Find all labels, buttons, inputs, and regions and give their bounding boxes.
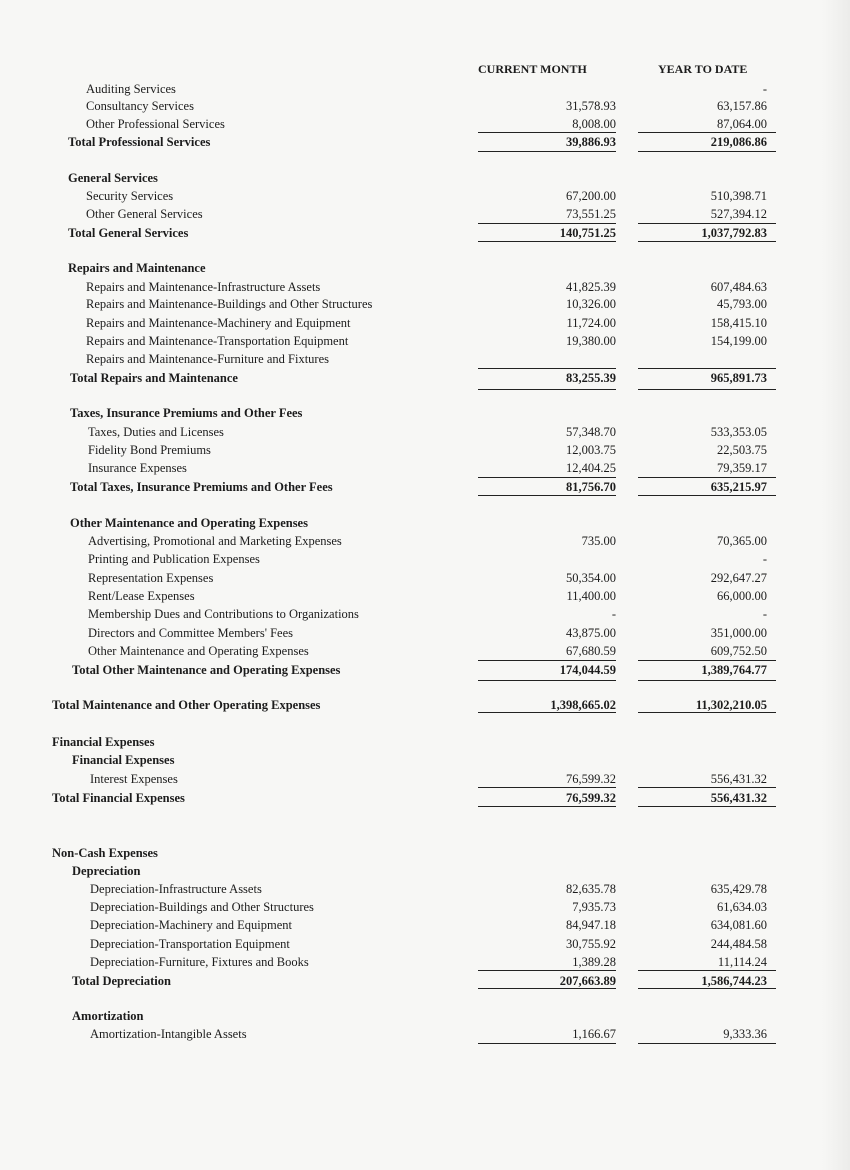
year-to-date-value: 22,503.75	[717, 443, 767, 457]
total-rule-line	[478, 241, 616, 242]
current-month-value: 1,398,665.02	[550, 698, 616, 712]
row-label: Repairs and Maintenance-Furniture and Fixtures	[86, 352, 329, 366]
row-heading-label: Total Taxes, Insurance Premiums and Other Fees	[70, 480, 333, 494]
row-heading-label: Financial Expenses	[52, 735, 155, 749]
total-rule-line	[478, 151, 616, 152]
current-month-value: 7,935.73	[572, 900, 616, 914]
total-rule-line	[478, 1043, 616, 1044]
year-to-date-value: 154,199.00	[710, 334, 767, 348]
current-month-value: 12,003.75	[566, 443, 616, 457]
total-rule-line	[638, 660, 776, 661]
row-heading-label: Amortization	[72, 1009, 144, 1023]
year-to-date-value: 244,484.58	[710, 937, 767, 951]
year-to-date-value: 11,114.24	[717, 955, 767, 969]
total-rule-line	[638, 988, 776, 989]
current-month-value: 1,166.67	[572, 1027, 616, 1041]
year-to-date-value: -	[762, 82, 767, 96]
total-rule-line	[478, 389, 616, 390]
total-rule-line	[478, 368, 616, 369]
year-to-date-value: 63,157.86	[717, 99, 767, 113]
row-heading-label: Depreciation	[72, 864, 141, 878]
total-rule-line	[478, 223, 616, 224]
current-month-value: 84,947.18	[566, 918, 616, 932]
current-month-value: -	[611, 607, 616, 621]
total-rule-line	[478, 970, 616, 971]
year-to-date-value: 1,037,792.83	[701, 226, 767, 240]
row-label: Repairs and Maintenance-Infrastructure Assets	[86, 280, 321, 294]
current-month-value: 140,751.25	[559, 226, 616, 240]
year-to-date-value: 87,064.00	[717, 117, 767, 131]
year-to-date-value: 634,081.60	[710, 918, 767, 932]
year-to-date-value: 965,891.73	[710, 371, 767, 385]
row-label: Repairs and Maintenance-Buildings and Other Structures	[86, 297, 373, 311]
current-month-value: 1,389.28	[572, 955, 616, 969]
year-to-date-value: 527,394.12	[710, 207, 767, 221]
row-label: Other Professional Services	[86, 117, 225, 131]
row-label: Security Services	[86, 189, 174, 203]
year-to-date-value: 79,359.17	[717, 461, 767, 475]
year-to-date-value: 510,398.71	[710, 189, 767, 203]
total-rule-line	[638, 223, 776, 224]
row-label: Depreciation-Machinery and Equipment	[90, 918, 293, 932]
total-rule-line	[478, 806, 616, 807]
row-label: Depreciation-Transportation Equipment	[90, 937, 290, 951]
year-to-date-value: 45,793.00	[717, 297, 767, 311]
total-rule-line	[638, 151, 776, 152]
current-month-value: 67,200.00	[566, 189, 616, 203]
year-to-date-value: 1,586,744.23	[701, 974, 767, 988]
total-rule-line	[638, 495, 776, 496]
row-heading-label: Total Professional Services	[68, 135, 211, 149]
row-label: Amortization-Intangible Assets	[90, 1027, 247, 1041]
total-rule-line	[478, 712, 616, 713]
year-to-date-value: 609,752.50	[710, 644, 767, 658]
total-rule-line	[638, 1043, 776, 1044]
current-month-value: 30,755.92	[566, 937, 616, 951]
row-label: Insurance Expenses	[88, 461, 187, 475]
current-month-value: 83,255.39	[566, 371, 616, 385]
current-month-value: 10,326.00	[566, 297, 616, 311]
year-to-date-value: 556,431.32	[710, 791, 767, 805]
row-label: Depreciation-Buildings and Other Structures	[90, 900, 314, 914]
total-rule-line	[478, 660, 616, 661]
current-month-value: 76,599.32	[566, 791, 616, 805]
row-label: Fidelity Bond Premiums	[88, 443, 211, 457]
row-label: Repairs and Maintenance-Transportation Equipment	[86, 334, 349, 348]
current-month-value: 19,380.00	[566, 334, 616, 348]
year-to-date-value: 607,484.63	[710, 280, 767, 294]
current-month-value: 73,551.25	[566, 207, 616, 221]
current-month-value: 43,875.00	[566, 626, 616, 640]
current-month-value: 735.00	[581, 534, 616, 548]
header-year-to-date: YEAR TO DATE	[658, 62, 748, 76]
row-label: Depreciation-Infrastructure Assets	[90, 882, 262, 896]
total-rule-line	[638, 680, 776, 681]
year-to-date-value: 1,389,764.77	[701, 663, 767, 677]
row-label: Depreciation-Furniture, Fixtures and Books	[90, 955, 309, 969]
current-month-value: 12,404.25	[566, 461, 616, 475]
total-rule-line	[638, 241, 776, 242]
total-rule-line	[638, 368, 776, 369]
row-heading-label: Taxes, Insurance Premiums and Other Fees	[70, 406, 303, 420]
current-month-value: 67,680.59	[566, 644, 616, 658]
row-heading-label: Total Other Maintenance and Operating Expenses	[72, 663, 341, 677]
year-to-date-value: 219,086.86	[710, 135, 767, 149]
row-heading-label: Total Repairs and Maintenance	[70, 371, 238, 385]
current-month-value: 82,635.78	[566, 882, 616, 896]
total-rule-line	[478, 495, 616, 496]
row-label: Repairs and Maintenance-Machinery and Equipment	[86, 316, 351, 330]
year-to-date-value: 635,215.97	[710, 480, 767, 494]
current-month-value: 39,886.93	[566, 135, 616, 149]
year-to-date-value: 556,431.32	[710, 772, 767, 786]
current-month-value: 50,354.00	[566, 571, 616, 585]
row-heading-label: Non-Cash Expenses	[52, 846, 158, 860]
current-month-value: 76,599.32	[566, 772, 616, 786]
current-month-value: 41,825.39	[566, 280, 616, 294]
total-rule-line	[638, 806, 776, 807]
year-to-date-value: 351,000.00	[710, 626, 767, 640]
total-rule-line	[478, 680, 616, 681]
total-rule-line	[638, 712, 776, 713]
row-label: Other General Services	[86, 207, 203, 221]
current-month-value: 57,348.70	[566, 425, 616, 439]
year-to-date-value: 9,333.36	[723, 1027, 767, 1041]
total-rule-line	[638, 389, 776, 390]
row-heading-label: Total Maintenance and Other Operating Expenses	[52, 698, 321, 712]
total-rule-line	[478, 988, 616, 989]
current-month-value: 81,756.70	[566, 480, 616, 494]
total-rule-line	[638, 477, 776, 478]
year-to-date-value: 635,429.78	[710, 882, 767, 896]
row-heading-label: Total General Services	[68, 226, 189, 240]
current-month-value: 31,578.93	[566, 99, 616, 113]
total-rule-line	[638, 970, 776, 971]
row-label: Taxes, Duties and Licenses	[88, 425, 224, 439]
row-heading-label: General Services	[68, 171, 158, 185]
total-rule-line	[638, 787, 776, 788]
current-month-value: 8,008.00	[572, 117, 616, 131]
total-rule-line	[478, 477, 616, 478]
year-to-date-value: 292,647.27	[710, 571, 767, 585]
year-to-date-value: -	[762, 607, 767, 621]
year-to-date-value: -	[762, 552, 767, 566]
total-rule-line	[478, 132, 616, 133]
year-to-date-value: 70,365.00	[717, 534, 767, 548]
row-label: Representation Expenses	[88, 571, 214, 585]
year-to-date-value: 158,415.10	[710, 316, 767, 330]
row-label: Other Maintenance and Operating Expenses	[88, 644, 309, 658]
row-heading-label: Financial Expenses	[72, 753, 175, 767]
row-label: Auditing Services	[86, 82, 176, 96]
year-to-date-value: 66,000.00	[717, 589, 767, 603]
year-to-date-value: 11,302,210.05	[695, 698, 767, 712]
row-label: Interest Expenses	[90, 772, 178, 786]
row-heading-label: Repairs and Maintenance	[68, 261, 206, 275]
row-heading-label: Total Financial Expenses	[52, 791, 185, 805]
row-label: Advertising, Promotional and Marketing Expenses	[88, 534, 342, 548]
row-label: Directors and Committee Members' Fees	[88, 626, 293, 640]
row-label: Rent/Lease Expenses	[88, 589, 195, 603]
row-heading-label: Total Depreciation	[72, 974, 171, 988]
current-month-value: 207,663.89	[559, 974, 616, 988]
current-month-value: 11,400.00	[566, 589, 616, 603]
year-to-date-value: 61,634.03	[717, 900, 767, 914]
header-current-month: CURRENT MONTH	[478, 62, 587, 76]
page-edge-shadow	[822, 0, 850, 1170]
row-heading-label: Other Maintenance and Operating Expenses	[70, 516, 308, 530]
current-month-value: 11,724.00	[566, 316, 616, 330]
current-month-value: 174,044.59	[559, 663, 616, 677]
row-label: Membership Dues and Contributions to Organizations	[88, 607, 359, 621]
row-label: Consultancy Services	[86, 99, 194, 113]
total-rule-line	[638, 132, 776, 133]
total-rule-line	[478, 787, 616, 788]
year-to-date-value: 533,353.05	[710, 425, 767, 439]
row-label: Printing and Publication Expenses	[88, 552, 260, 566]
